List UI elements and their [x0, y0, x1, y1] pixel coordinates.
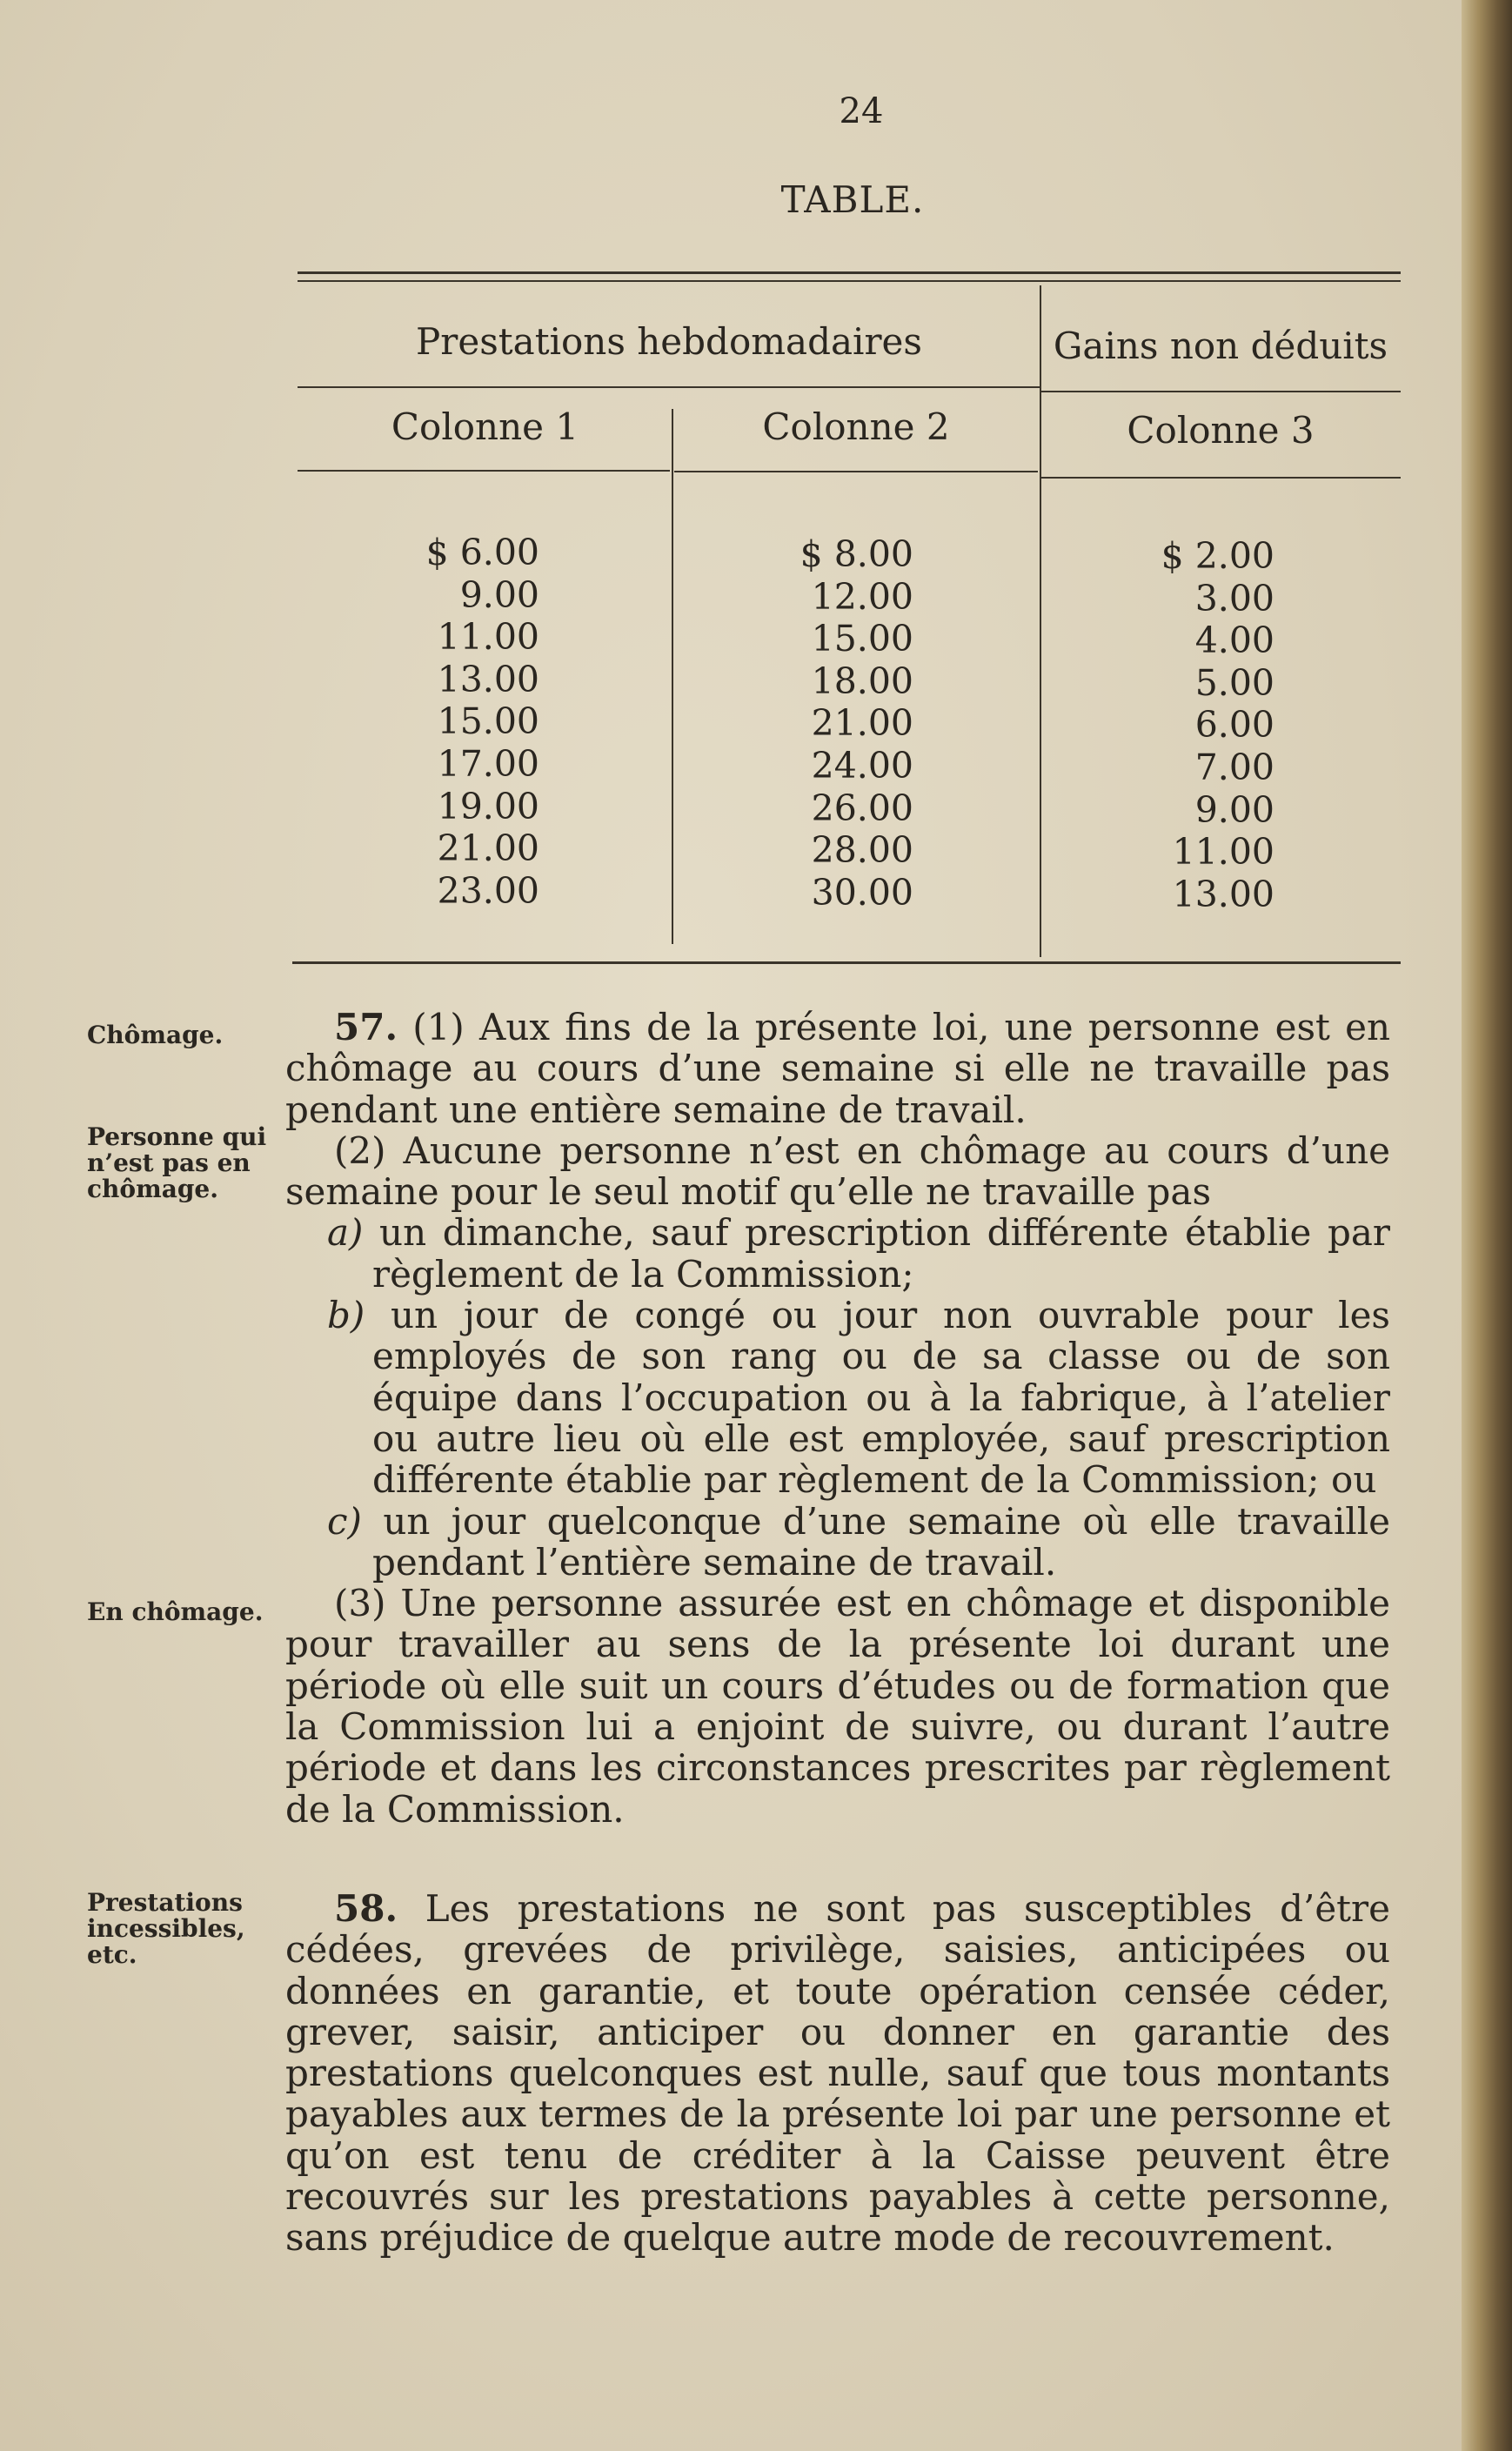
table-cell: 11.00: [1172, 831, 1274, 874]
table-cell: 28.00: [811, 829, 913, 872]
margin-note-line: Personne qui: [87, 1122, 267, 1151]
table-cell: 4.00: [1194, 619, 1274, 662]
table-cell: 13.00: [437, 658, 539, 700]
column-header-rule-left: [298, 470, 670, 472]
item-text: un jour quelconque d’une semaine où elle travaille pendant l’entière semaine de travail.: [372, 1499, 1390, 1584]
table-cell: 24.00: [811, 744, 913, 787]
section-57-paragraph-3: (3) Une personne assurée est en chômage et disponible pour travailler au sens de la présente loi durant une période où elle suit un cours d’études ou de formation que la Commission lui a enjoint de suivre, ou durant l’autre période et dans les circonstances prescrites par règlement de la Commission.: [285, 1582, 1390, 1831]
table-cell: 23.00: [437, 869, 539, 912]
item-label: c): [327, 1499, 362, 1543]
table-cell: 3.00: [1194, 577, 1274, 619]
margin-note-prestations: [87, 1890, 274, 1968]
table-cell: $ 8.00: [799, 533, 913, 575]
margin-note-line: Prestations: [87, 1888, 243, 1917]
section-number: 58.: [334, 1887, 398, 1930]
item-label: a): [327, 1211, 364, 1255]
section-58: [285, 1888, 1390, 2259]
table-cell: 21.00: [811, 702, 913, 745]
column-header-rule-mid: [674, 471, 1038, 472]
table-title: TABLE.: [780, 178, 925, 221]
group-header-rule-right: [1041, 391, 1401, 392]
margin-note-en-chomage: En chômage.: [87, 1597, 264, 1626]
table-cell: 11.00: [437, 616, 539, 659]
item-text: un jour de congé ou jour non ouvrable pour les employés de son rang ou de sa classe ou de son équipe dans l’occupation ou à la fabrique, à l’atelier ou autre lieu où elle est employée, sauf prescription différente établie par règlement de la Commission; ou: [372, 1294, 1390, 1502]
column-1-values: [391, 532, 539, 912]
column-3-values: [1127, 535, 1274, 915]
table-cell: 15.00: [811, 618, 913, 660]
paragraph-text: (1) Aux fins de la présente loi, une personne est en chômage au cours d’une semaine si elle ne travaille pas pendant une entière semaine de travail.: [285, 1006, 1391, 1131]
table-cell: 12.00: [811, 575, 913, 618]
margin-note-line: chômage.: [87, 1175, 218, 1203]
table-cell: 30.00: [811, 871, 913, 914]
table-cell: 9.00: [1194, 788, 1274, 831]
margin-note-line: incessibles,: [87, 1914, 245, 1943]
section-57-item-c: [285, 1501, 1390, 1584]
table-cell: 5.00: [1194, 661, 1274, 704]
table-cell: $ 6.00: [425, 532, 539, 573]
table-cell: 15.00: [437, 700, 539, 743]
table-cell: 13.00: [1172, 873, 1274, 915]
column-header-2: Colonne 2: [762, 405, 950, 448]
margin-note-line: etc.: [87, 1940, 137, 1969]
section-58-paragraph: [285, 1888, 1390, 2259]
margin-note-chomage: Chômage.: [87, 1021, 224, 1049]
item-text: un dimanche, sauf prescription différente établie par règlement de la Commission;: [372, 1211, 1390, 1296]
margin-note-line: n’est pas en: [87, 1148, 251, 1177]
table-divider-1-2: [672, 409, 673, 944]
section-57: [285, 1007, 1390, 1830]
table-cell: 19.00: [437, 785, 539, 827]
section-57-item-a: [285, 1212, 1390, 1295]
paragraph-text: Les prestations ne sont pas susceptibles d’être cédées, grevées de privilège, saisies, anticipées ou données en garantie, et toute opération censée céder, grever, saisir, anticiper ou donner en garantie des prestations quelconques est nulle, sauf que tous montants payables aux termes de la présente loi par une personne et qu’on est tenu de créditer à la Caisse peuvent être recouvrés sur les prestations payables à cette personne, sans préjudice de quelque autre mode de recouvrement.: [285, 1887, 1390, 2260]
section-57-paragraph-2: (2) Aucune personne n’est en chômage au cours d’une semaine pour le seul motif qu’elle ne travaille pas: [285, 1128, 1390, 1214]
table-cell: 9.00: [459, 573, 539, 616]
section-number: 57.: [334, 1006, 398, 1048]
table-top-rule-2: [298, 280, 1401, 282]
group-header-rule-left: [298, 386, 1040, 388]
column-header-rule-right: [1041, 477, 1401, 479]
table-cell: 7.00: [1194, 746, 1274, 788]
table-cell: 6.00: [1194, 704, 1274, 747]
group-header-gains: Gains non déduits: [1053, 325, 1388, 367]
section-57-item-b: [285, 1295, 1390, 1500]
table-cell: 26.00: [811, 787, 913, 829]
table-top-rule-1: [298, 271, 1401, 274]
group-header-prestations: Prestations hebdomadaires: [416, 320, 922, 363]
table-cell: 18.00: [811, 660, 913, 702]
item-label: b): [327, 1294, 365, 1337]
column-2-values: [766, 533, 913, 914]
page-number: 24: [839, 91, 884, 131]
table-cell: 21.00: [437, 827, 539, 870]
page-edge: [1462, 0, 1512, 2451]
column-header-1: Colonne 1: [391, 405, 579, 448]
table-divider-2-3: [1040, 285, 1041, 957]
table-cell: $ 2.00: [1161, 535, 1274, 577]
section-57-paragraph-1: [285, 1007, 1390, 1130]
table-cell: 17.00: [437, 742, 539, 785]
margin-note-personne: [87, 1124, 274, 1202]
table-bottom-rule: [292, 961, 1401, 964]
column-header-3: Colonne 3: [1127, 409, 1315, 452]
